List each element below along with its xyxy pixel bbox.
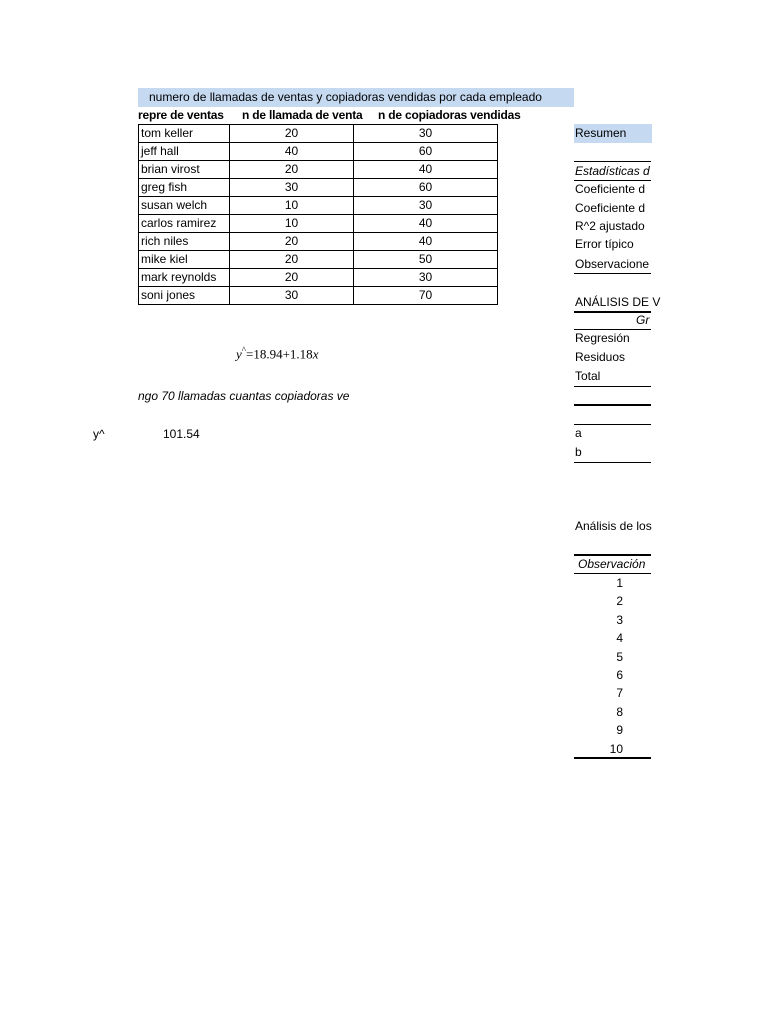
observation-number: 4 [616,631,623,646]
anova-subheader: Gr [636,313,650,327]
calls-cell: 30 [230,179,354,197]
sold-cell: 60 [354,179,498,197]
stat-row: Coeficiente d [575,182,646,196]
table-row [139,251,498,269]
table-row [139,161,498,179]
rep-name-cell: susan welch [139,197,230,215]
divider [574,180,651,181]
observation-number: 5 [616,649,623,664]
divider [574,404,651,406]
regression-summary [574,0,661,1024]
anova-row: Total [575,369,601,383]
divider [574,462,651,463]
calls-cell: 10 [230,197,354,215]
calls-cell: 20 [230,269,354,287]
residuals-title: Análisis de los [575,519,652,533]
divider [574,329,651,330]
observation-number: 7 [616,686,623,701]
obs-header: Observación [578,557,646,571]
sold-cell: 40 [354,161,498,179]
divider [574,573,651,574]
rep-name-cell: carlos ramirez [139,215,230,233]
table-row [139,143,498,161]
divider [574,554,651,556]
observation-number: 8 [616,704,623,719]
anova-row: Residuos [575,350,626,364]
regression-equation: y^=18.94+1.18x [236,345,319,362]
header-calls: n de llamada de venta [242,108,363,122]
rep-name-cell: jeff hall [139,143,230,161]
table-title: numero de llamadas de ventas y copiadoras vendidas por cada empleado [138,88,574,107]
summary-title: Resumen [574,124,652,143]
sold-cell: 30 [354,125,498,143]
anova-row: Regresión [575,331,630,345]
stat-row: Coeficiente d [575,201,646,215]
rep-name-cell: soni jones [139,287,230,305]
rep-name-cell: rich niles [139,233,230,251]
observation-number: 10 [609,741,623,756]
calls-cell: 10 [230,215,354,233]
sales-table [138,124,498,305]
prediction-value: 101.54 [163,427,200,441]
rep-name-cell: brian virost [139,161,230,179]
coef-row: b [575,445,582,459]
calls-cell: 20 [230,161,354,179]
sold-cell: 30 [354,197,498,215]
stats-title: Estadísticas d [575,164,650,178]
divider [574,161,651,162]
rep-name-cell: mike kiel [139,251,230,269]
calls-cell: 20 [230,125,354,143]
stat-row: Error típico [575,237,634,251]
divider [574,273,651,274]
observation-number: 2 [616,594,623,609]
question-text: ngo 70 llamadas cuantas copiadoras ve [138,389,350,403]
calls-cell: 20 [230,233,354,251]
calls-cell: 30 [230,287,354,305]
anova-title: ANÁLISIS DE V [575,295,661,309]
table-row [139,197,498,215]
sold-cell: 30 [354,269,498,287]
sold-cell: 70 [354,287,498,305]
stat-row: R^2 ajustado [575,219,645,233]
table-row [139,215,498,233]
calls-cell: 20 [230,251,354,269]
header-rep: repre de ventas [138,108,224,122]
table-row [139,269,498,287]
rep-name-cell: mark reynolds [139,269,230,287]
observation-number: 9 [616,723,623,738]
rep-name-cell: tom keller [139,125,230,143]
divider [574,386,651,387]
divider [574,424,651,425]
observation-number: 3 [616,612,623,627]
sold-cell: 60 [354,143,498,161]
table-row [139,125,498,143]
table-row [139,179,498,197]
stat-row: Observacione [575,257,650,271]
prediction-label: y^ [93,427,105,441]
coef-row: a [575,426,582,440]
observation-number: 6 [616,668,623,682]
sold-cell: 40 [354,215,498,233]
table-row [139,233,498,251]
calls-cell: 40 [230,143,354,161]
rep-name-cell: greg fish [139,179,230,197]
table-row [139,287,498,305]
header-sold: n de copiadoras vendidas [378,108,521,122]
divider [574,757,651,759]
sold-cell: 50 [354,251,498,269]
observation-number: 1 [616,576,623,590]
sold-cell: 40 [354,233,498,251]
